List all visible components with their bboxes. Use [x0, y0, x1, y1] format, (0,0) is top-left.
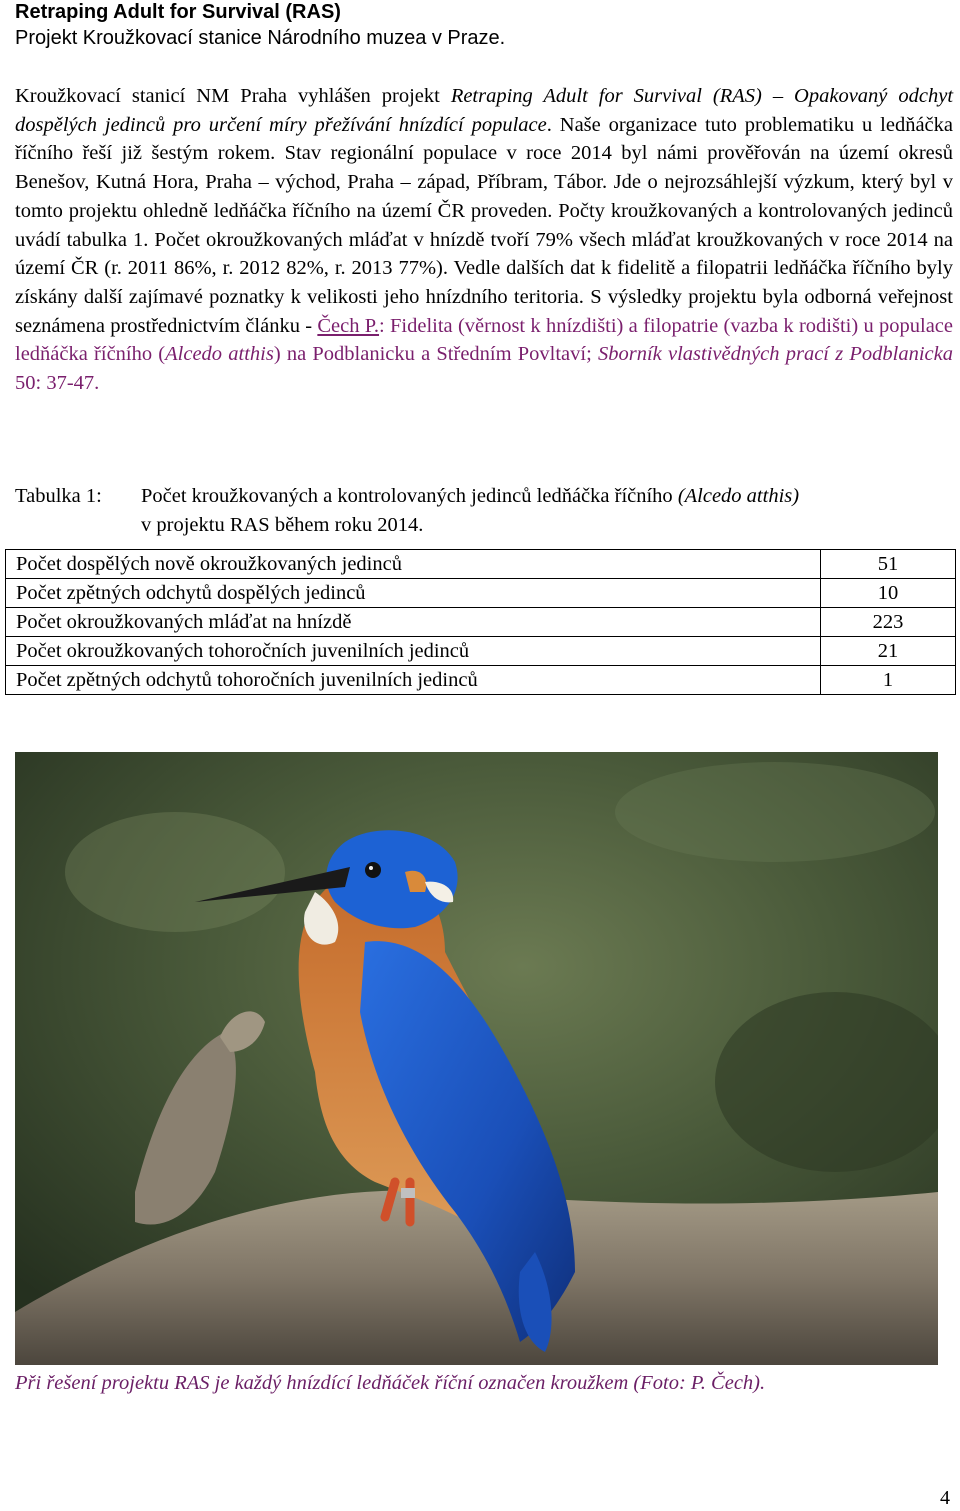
- row-value: 21: [821, 637, 956, 666]
- table-caption-text: Počet kroužkovaných a kontrolovaných jedinců ledňáčka říčního: [141, 485, 678, 507]
- article-title-1: : Fidelita (věrnost k hnízdišti) a filopatrie (vazba k rodišti) u populace ledňáčka říčního (: [15, 314, 953, 366]
- row-label: Počet zpětných odchytů tohoročních juvenilních jedinců: [6, 666, 821, 695]
- author-link[interactable]: Čech P.: [317, 314, 380, 337]
- document-title: Retraping Adult for Survival (RAS): [15, 1, 341, 23]
- kingfisher-photo: [15, 752, 938, 1365]
- row-label: Počet okroužkovaných mláďat na hnízdě: [6, 608, 821, 637]
- row-value: 1: [821, 666, 956, 695]
- table-caption-label: Tabulka 1:: [15, 485, 102, 507]
- project-name-italic: Retraping Adult for Survival (RAS) – Opakovaný odchyt dospělých jedinců pro určení míry přežívání hnízdící populace: [15, 85, 954, 136]
- row-label: Počet zpětných odchytů dospělých jedinců: [6, 579, 821, 608]
- kingfisher-illustration: [15, 752, 938, 1365]
- table-row: [6, 608, 956, 637]
- page-number: 4: [940, 1487, 950, 1509]
- table-row: [6, 550, 956, 579]
- photo-caption: Při řešení projektu RAS je každý hnízdící ledňáček říční označen kroužkem (Foto: P. Čech).: [15, 1372, 766, 1394]
- intro-text-1: Kroužkovací stanicí NM Praha vyhlášen projekt: [15, 85, 451, 107]
- row-label: Počet dospělých nově okroužkovaných jedinců: [6, 550, 821, 579]
- intro-text-2: . Naše organizace tuto problematiku u ledňáčka říčního řeší již šestým rokem. Stav regionální populace v roce 2014 byl námi prověřován na území okresů Benešov, Kutná Hora, Praha – východ, Praha – západ, Příbram, Tábor. Jde o nejrozsáhlejší výzkum, který byl v tomto projektu ohledně ledňáčka říčního na území ČR proveden. Počty kroužkovaných a kontrolovaných jedinců uvádí tabulka 1. Počet okroužkovaných mláďat v hnízdě tvoří 79% všech mláďat kroužkovaných v roce 2014 na území ČR (r. 2011 86%, r. 2012 82%, r. 2013 77%). Vedle dalších dat k fidelitě a filopatrii ledňáčka říčního byly získány další zajímavé poznatky k velikosti jeho hnízdního teritoria. S výsledky projektu byla odborná veřejnost seznámena prostřednictvím článku -: [15, 113, 954, 337]
- journal-pages: 50: 37-47.: [15, 372, 100, 395]
- data-table: [5, 549, 956, 695]
- table-row: [6, 579, 956, 608]
- table-caption-species: (Alcedo atthis): [677, 485, 800, 507]
- table-row: [6, 666, 956, 695]
- row-value: 51: [821, 550, 956, 579]
- species-name-italic: Alcedo atthis: [165, 343, 274, 366]
- table-row: [6, 637, 956, 666]
- journal-name: Sborník vlastivědných prací z Podblanicka: [598, 343, 953, 366]
- article-title-2: ) na Podblanicku a Středním Povltaví;: [273, 343, 598, 366]
- table-caption: [15, 482, 799, 540]
- document-subtitle: Projekt Kroužkovací stanice Národního muzea v Praze.: [15, 27, 506, 49]
- table-caption-line-1: [15, 482, 799, 511]
- row-value: 10: [821, 579, 956, 608]
- intro-paragraph: [15, 82, 953, 398]
- row-label: Počet okroužkovaných tohoročních juvenilních jedinců: [6, 637, 821, 666]
- row-value: 223: [821, 608, 956, 637]
- table-caption-line-2: v projektu RAS během roku 2014.: [141, 514, 424, 536]
